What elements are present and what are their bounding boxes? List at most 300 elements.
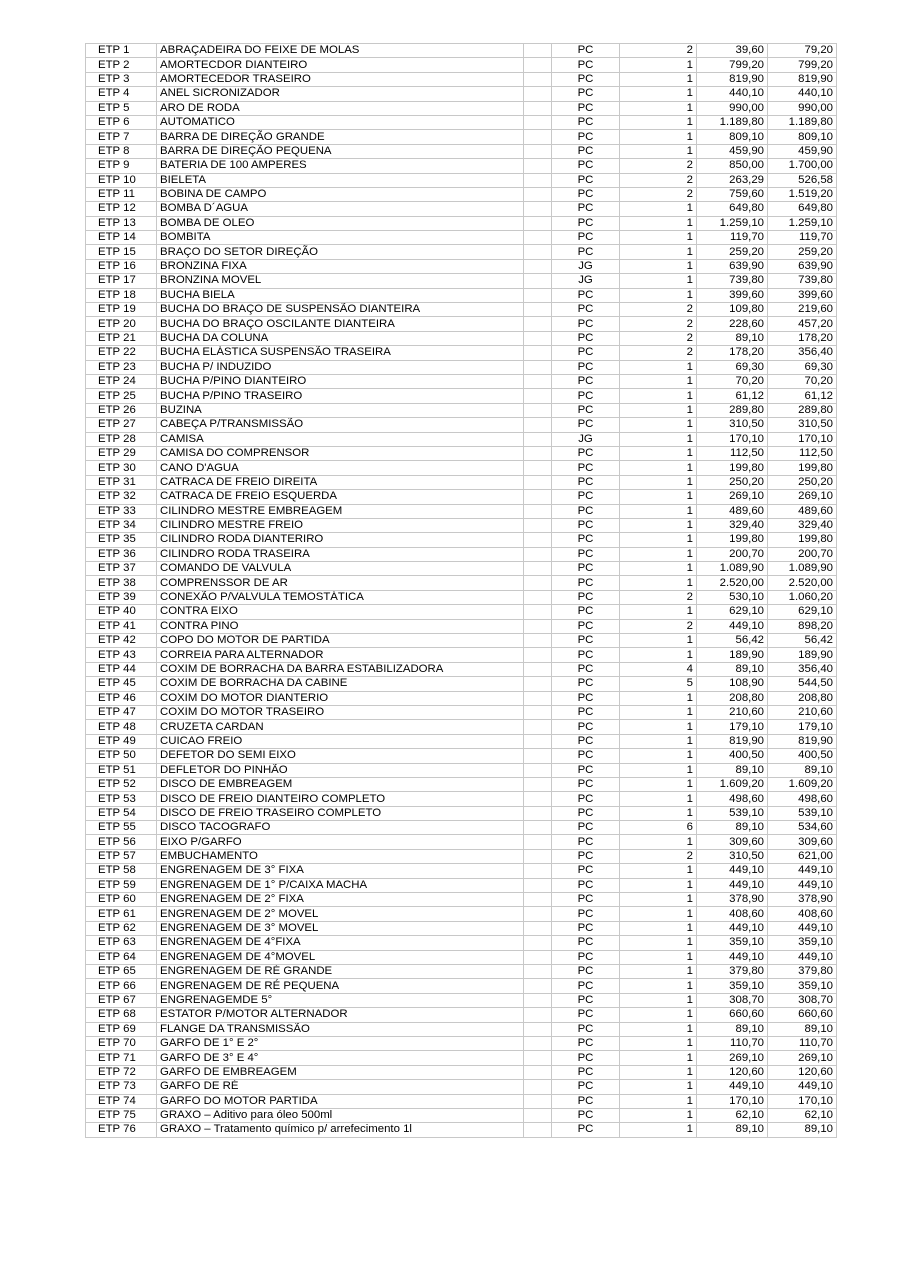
item-quantity: 1 [620,374,697,388]
empty-cell [524,662,552,676]
table-row [86,274,837,288]
item-unit: PC [552,303,620,317]
item-unit-price: 408,60 [697,907,768,921]
item-quantity: 2 [620,346,697,360]
item-description: BRONZINA MOVEL [157,274,524,288]
item-unit-price: 110,70 [697,1036,768,1050]
empty-cell [524,446,552,460]
empty-cell [524,202,552,216]
empty-cell [524,720,552,734]
item-code: ETP 21 [86,331,157,345]
item-unit: PC [552,288,620,302]
item-description: EMBUCHAMENTO [157,849,524,863]
item-total-price: 449,10 [768,921,837,935]
item-code: ETP 8 [86,144,157,158]
empty-cell [524,288,552,302]
item-unit-price: 498,60 [697,792,768,806]
item-unit: PC [552,446,620,460]
item-description: COXIM DE BORRACHA DA CABINE [157,677,524,691]
item-quantity: 1 [620,130,697,144]
item-code: ETP 10 [86,173,157,187]
item-description: GRAXO – Aditivo para óleo 500ml [157,1108,524,1122]
item-description: COXIM DO MOTOR DIANTERIO [157,691,524,705]
parts-price-table [85,43,837,1138]
item-description: DISCO TACOGRAFO [157,821,524,835]
item-code: ETP 43 [86,648,157,662]
item-total-price: 70,20 [768,374,837,388]
item-unit-price: 112,50 [697,446,768,460]
item-unit-price: 89,10 [697,331,768,345]
item-code: ETP 58 [86,864,157,878]
item-code: ETP 54 [86,806,157,820]
item-total-price: 449,10 [768,864,837,878]
item-unit-price: 39,60 [697,44,768,58]
item-quantity: 1 [620,288,697,302]
item-description: CATRACA DE FREIO DIREITA [157,475,524,489]
item-description: FLANGE DA TRANSMISSÃO [157,1022,524,1036]
item-description: GARFO DE RÉ [157,1080,524,1094]
item-unit-price: 200,70 [697,547,768,561]
item-code: ETP 9 [86,159,157,173]
table-row [86,360,837,374]
table-row [86,317,837,331]
item-description: CONTRA EIXO [157,605,524,619]
item-code: ETP 68 [86,1008,157,1022]
item-total-price: 440,10 [768,87,837,101]
item-description: ENGRENAGEM DE 3° MOVEL [157,921,524,935]
item-quantity: 1 [620,705,697,719]
item-unit: PC [552,849,620,863]
item-unit-price: 269,10 [697,1051,768,1065]
empty-cell [524,1094,552,1108]
item-quantity: 1 [620,1051,697,1065]
item-total-price: 199,80 [768,533,837,547]
item-quantity: 2 [620,619,697,633]
empty-cell [524,705,552,719]
item-code: ETP 39 [86,590,157,604]
empty-cell [524,921,552,935]
item-total-price: 449,10 [768,878,837,892]
item-total-price: 819,90 [768,72,837,86]
item-unit: PC [552,159,620,173]
item-unit-price: 399,60 [697,288,768,302]
item-code: ETP 14 [86,231,157,245]
empty-cell [524,648,552,662]
empty-cell [524,734,552,748]
item-total-price: 208,80 [768,691,837,705]
item-total-price: 990,00 [768,101,837,115]
item-code: ETP 25 [86,389,157,403]
table-row [86,159,837,173]
empty-cell [524,777,552,791]
empty-cell [524,490,552,504]
item-quantity: 1 [620,446,697,460]
item-description: CILINDRO MESTRE FREIO [157,518,524,532]
item-unit: PC [552,144,620,158]
empty-cell [524,475,552,489]
empty-cell [524,303,552,317]
item-quantity: 1 [620,734,697,748]
empty-cell [524,576,552,590]
item-unit: PC [552,1080,620,1094]
item-unit: PC [552,72,620,86]
item-quantity: 1 [620,763,697,777]
empty-cell [524,1123,552,1137]
item-description: AMORTECDOR DIANTEIRO [157,58,524,72]
table-row [86,475,837,489]
empty-cell [524,317,552,331]
empty-cell [524,605,552,619]
item-description: BUZINA [157,403,524,417]
item-unit: PC [552,504,620,518]
item-total-price: 356,40 [768,346,837,360]
table-row [86,590,837,604]
empty-cell [524,130,552,144]
item-unit: PC [552,490,620,504]
item-total-price: 1.700,00 [768,159,837,173]
empty-cell [524,274,552,288]
item-quantity: 1 [620,921,697,935]
item-description: DEFLETOR DO PINHÃO [157,763,524,777]
item-total-price: 809,10 [768,130,837,144]
item-description: CONTRA PINO [157,619,524,633]
table-row [86,965,837,979]
item-unit-price: 819,90 [697,72,768,86]
item-code: ETP 2 [86,58,157,72]
item-total-price: 621,00 [768,849,837,863]
item-unit: PC [552,44,620,58]
empty-cell [524,677,552,691]
item-code: ETP 59 [86,878,157,892]
item-description: ESTATOR P/MOTOR ALTERNADOR [157,1008,524,1022]
item-description: ARO DE RODA [157,101,524,115]
item-total-price: 799,20 [768,58,837,72]
item-description: BUCHA DO BRAÇO DE SUSPENSÃO DIANTEIRA [157,303,524,317]
item-code: ETP 34 [86,518,157,532]
empty-cell [524,58,552,72]
item-unit: PC [552,1065,620,1079]
item-unit: PC [552,115,620,129]
table-row [86,144,837,158]
item-code: ETP 69 [86,1022,157,1036]
item-description: ENGRENAGEM DE 4°FIXA [157,936,524,950]
item-description: CORREIA PARA ALTERNADOR [157,648,524,662]
table-row [86,504,837,518]
item-unit: PC [552,806,620,820]
item-unit-price: 449,10 [697,950,768,964]
item-unit: PC [552,979,620,993]
item-code: ETP 23 [86,360,157,374]
empty-cell [524,374,552,388]
item-total-price: 898,20 [768,619,837,633]
item-unit: PC [552,130,620,144]
item-quantity: 1 [620,907,697,921]
item-description: COPO DO MOTOR DE PARTIDA [157,634,524,648]
table-row [86,446,837,460]
item-description: CILINDRO MESTRE EMBREAGEM [157,504,524,518]
table-row [86,303,837,317]
item-description: BOMBITA [157,231,524,245]
table-row [86,1065,837,1079]
item-code: ETP 61 [86,907,157,921]
item-unit-price: 1.089,90 [697,562,768,576]
item-total-price: 189,90 [768,648,837,662]
table-row [86,533,837,547]
item-unit: PC [552,634,620,648]
item-unit-price: 449,10 [697,864,768,878]
item-total-price: 199,80 [768,461,837,475]
item-quantity: 1 [620,360,697,374]
item-code: ETP 67 [86,993,157,1007]
item-quantity: 1 [620,504,697,518]
item-code: ETP 27 [86,418,157,432]
table-row [86,605,837,619]
table-row [86,936,837,950]
item-unit: PC [552,893,620,907]
item-total-price: 399,60 [768,288,837,302]
item-total-price: 459,90 [768,144,837,158]
item-code: ETP 62 [86,921,157,935]
item-total-price: 739,80 [768,274,837,288]
item-unit: JG [552,432,620,446]
item-total-price: 457,20 [768,317,837,331]
item-quantity: 1 [620,389,697,403]
item-description: ABRAÇADEIRA DO FEIXE DE MOLAS [157,44,524,58]
table-row [86,950,837,964]
table-row [86,893,837,907]
item-description: GARFO DE 3° E 4° [157,1051,524,1065]
item-description: ENGRENAGEMDE 5° [157,993,524,1007]
item-quantity: 2 [620,331,697,345]
empty-cell [524,1065,552,1079]
item-total-price: 200,70 [768,547,837,561]
item-description: CILINDRO RODA TRASEIRA [157,547,524,561]
item-total-price: 819,90 [768,734,837,748]
table-row [86,389,837,403]
item-description: ENGRENAGEM DE 1° P/CAIXA MACHA [157,878,524,892]
item-total-price: 329,40 [768,518,837,532]
item-total-price: 400,50 [768,749,837,763]
item-unit: PC [552,1051,620,1065]
item-unit-price: 449,10 [697,619,768,633]
item-code: ETP 1 [86,44,157,58]
item-total-price: 89,10 [768,763,837,777]
item-unit-price: 1.609,20 [697,777,768,791]
item-unit: PC [552,792,620,806]
item-total-price: 179,10 [768,720,837,734]
table-row [86,821,837,835]
item-quantity: 2 [620,303,697,317]
item-code: ETP 37 [86,562,157,576]
item-unit-price: 89,10 [697,662,768,676]
item-unit: PC [552,590,620,604]
table-row [86,374,837,388]
item-total-price: 1.060,20 [768,590,837,604]
empty-cell [524,346,552,360]
item-description: GARFO DO MOTOR PARTIDA [157,1094,524,1108]
item-code: ETP 44 [86,662,157,676]
item-description: ENGRENAGEM DE RÉ PEQUENA [157,979,524,993]
item-unit: PC [552,187,620,201]
table-row [86,130,837,144]
item-unit: PC [552,965,620,979]
item-unit-price: 170,10 [697,1094,768,1108]
empty-cell [524,878,552,892]
empty-cell [524,691,552,705]
item-description: BARRA DE DIREÇÃO PEQUENA [157,144,524,158]
item-quantity: 2 [620,173,697,187]
item-total-price: 69,30 [768,360,837,374]
table-row [86,806,837,820]
item-code: ETP 33 [86,504,157,518]
item-description: ENGRENAGEM DE 2° MOVEL [157,907,524,921]
item-unit: PC [552,202,620,216]
item-description: AMORTECEDOR TRASEIRO [157,72,524,86]
item-unit: PC [552,777,620,791]
item-description: CANO D'AGUA [157,461,524,475]
item-code: ETP 45 [86,677,157,691]
empty-cell [524,979,552,993]
table-row [86,662,837,676]
empty-cell [524,72,552,86]
item-code: ETP 17 [86,274,157,288]
item-unit: PC [552,374,620,388]
item-description: CAMISA DO COMPRENSOR [157,446,524,460]
item-unit: PC [552,705,620,719]
item-quantity: 1 [620,259,697,273]
item-unit: PC [552,691,620,705]
table-row [86,878,837,892]
item-quantity: 1 [620,1080,697,1094]
item-total-price: 539,10 [768,806,837,820]
item-total-price: 89,10 [768,1123,837,1137]
item-unit: PC [552,677,620,691]
item-quantity: 1 [620,475,697,489]
table-row [86,490,837,504]
table-row [86,562,837,576]
item-unit: PC [552,864,620,878]
item-code: ETP 29 [86,446,157,460]
item-code: ETP 60 [86,893,157,907]
item-unit-price: 259,20 [697,245,768,259]
item-unit-price: 739,80 [697,274,768,288]
item-description: COMANDO DE VALVULA [157,562,524,576]
empty-cell [524,1022,552,1036]
item-description: GARFO DE EMBREAGEM [157,1065,524,1079]
item-unit: PC [552,216,620,230]
item-total-price: 1.259,10 [768,216,837,230]
empty-cell [524,144,552,158]
item-quantity: 1 [620,792,697,806]
item-code: ETP 47 [86,705,157,719]
table-row [86,72,837,86]
item-description: BRONZINA FIXA [157,259,524,273]
item-unit-price: 990,00 [697,101,768,115]
table-row [86,677,837,691]
item-total-price: 56,42 [768,634,837,648]
item-unit: PC [552,245,620,259]
item-quantity: 5 [620,677,697,691]
item-unit-price: 89,10 [697,1022,768,1036]
item-unit-price: 170,10 [697,432,768,446]
item-description: BIELETA [157,173,524,187]
item-quantity: 1 [620,605,697,619]
item-total-price: 534,60 [768,821,837,835]
item-unit-price: 660,60 [697,1008,768,1022]
item-unit-price: 89,10 [697,763,768,777]
item-unit-price: 530,10 [697,590,768,604]
item-unit: PC [552,562,620,576]
empty-cell [524,993,552,1007]
table-row [86,634,837,648]
table-row [86,979,837,993]
item-code: ETP 71 [86,1051,157,1065]
item-unit-price: 309,60 [697,835,768,849]
table-row [86,619,837,633]
table-row [86,216,837,230]
item-unit: PC [552,662,620,676]
item-quantity: 1 [620,720,697,734]
item-quantity: 1 [620,115,697,129]
item-unit: PC [552,749,620,763]
item-code: ETP 42 [86,634,157,648]
item-unit-price: 379,80 [697,965,768,979]
empty-cell [524,504,552,518]
item-quantity: 1 [620,144,697,158]
item-unit-price: 56,42 [697,634,768,648]
empty-cell [524,907,552,921]
item-quantity: 1 [620,634,697,648]
item-quantity: 1 [620,274,697,288]
table-row [86,1094,837,1108]
table-row [86,245,837,259]
table-row [86,921,837,935]
empty-cell [524,1108,552,1122]
item-total-price: 449,10 [768,950,837,964]
item-total-price: 544,50 [768,677,837,691]
item-unit-price: 199,80 [697,461,768,475]
item-code: ETP 70 [86,1036,157,1050]
table-row [86,44,837,58]
item-unit-price: 189,90 [697,648,768,662]
item-description: DISCO DE FREIO TRASEIRO COMPLETO [157,806,524,820]
item-quantity: 1 [620,749,697,763]
item-description: BARRA DE DIREÇÃO GRANDE [157,130,524,144]
item-unit: PC [552,1108,620,1122]
item-total-price: 308,70 [768,993,837,1007]
item-quantity: 1 [620,72,697,86]
empty-cell [524,159,552,173]
empty-cell [524,231,552,245]
item-quantity: 1 [620,691,697,705]
item-total-price: 119,70 [768,231,837,245]
item-unit-price: 70,20 [697,374,768,388]
item-code: ETP 50 [86,749,157,763]
empty-cell [524,101,552,115]
item-code: ETP 74 [86,1094,157,1108]
item-code: ETP 28 [86,432,157,446]
item-quantity: 1 [620,864,697,878]
item-unit: PC [552,331,620,345]
item-code: ETP 30 [86,461,157,475]
item-unit-price: 1.259,10 [697,216,768,230]
item-quantity: 2 [620,44,697,58]
item-quantity: 1 [620,993,697,1007]
item-unit-price: 329,40 [697,518,768,532]
item-unit-price: 359,10 [697,936,768,950]
item-total-price: 359,10 [768,936,837,950]
item-unit: PC [552,418,620,432]
